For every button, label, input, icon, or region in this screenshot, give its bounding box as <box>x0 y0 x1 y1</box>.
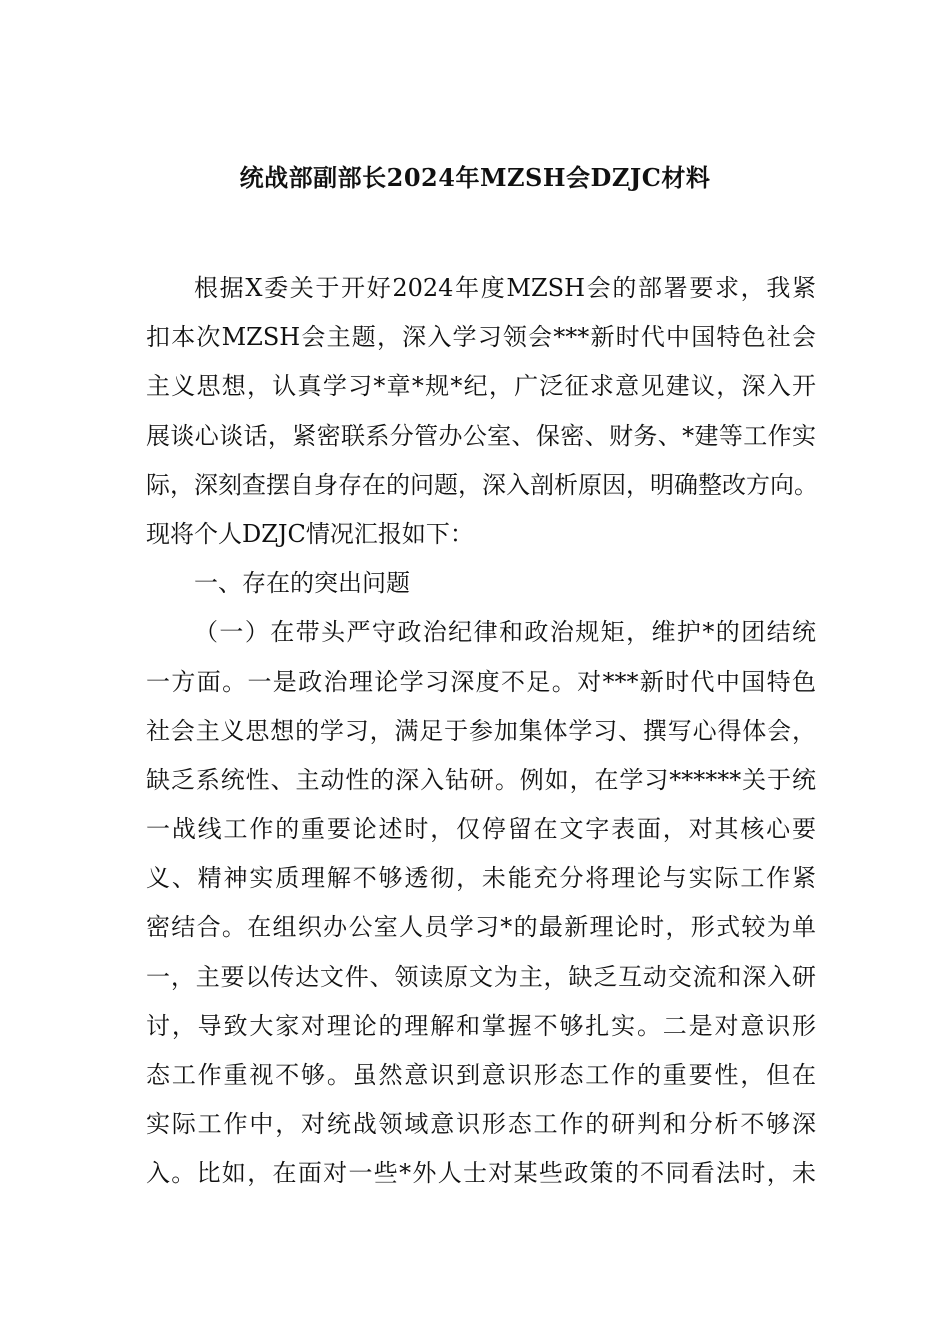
body-line-text: 入。比如，在面对一些*外人士对某些政策的不同看法时，未 <box>146 1159 816 1188</box>
body-line-text: 一战线工作的重要论述时，仅停留在文字表面，对其核心要 <box>146 815 816 844</box>
body-line-text: 密结合。在组织办公室人员学习*的最新理论时，形式较为单 <box>146 913 816 942</box>
body-line-text: 现将个人DZJC情况汇报如下： <box>146 519 474 548</box>
body-line <box>146 664 816 713</box>
body-line-text: 根据X委关于开好2024年度MZSH会的部署要求，我紧 <box>194 274 816 302</box>
body-line-text: 一、存在的突出问题 <box>194 569 410 598</box>
body-line <box>146 418 816 467</box>
body-line <box>146 713 816 762</box>
body-line-text: 讨，导致大家对理论的理解和掌握不够扎实。二是对意识形 <box>146 1011 816 1040</box>
body-line-text: 社会主义思想的学习，满足于参加集体学习、撰写心得体会， <box>146 716 816 745</box>
body-line <box>146 516 816 565</box>
body-line <box>146 1008 816 1057</box>
body-line <box>146 368 816 417</box>
body-line <box>146 1155 816 1204</box>
body-line-text: 态工作重视不够。虽然意识到意识形态工作的重要性，但在 <box>146 1061 816 1089</box>
body-line <box>146 614 816 663</box>
body-line <box>146 762 816 811</box>
body-line-text: 际，深刻查摆自身存在的问题，深入剖析原因，明确整改方向。 <box>146 470 818 499</box>
body-line-text: 一，主要以传达文件、领读原文为主，缺乏互动交流和深入研 <box>146 962 816 991</box>
body-line <box>146 319 816 368</box>
body-line <box>146 270 816 319</box>
body-line <box>146 959 816 1008</box>
body-line-text: 义、精神实质理解不够透彻，未能充分将理论与实际工作紧 <box>146 864 816 893</box>
document-body <box>146 270 816 1205</box>
body-line <box>146 860 816 909</box>
body-line-text: 展谈心谈话，紧密联系分管办公室、保密、财务、*建等工作实 <box>146 421 816 450</box>
body-line <box>146 1057 816 1106</box>
body-line-text: 实际工作中，对统战领域意识形态工作的研判和分析不够深 <box>146 1110 816 1139</box>
body-line-text: 扣本次MZSH会主题，深入学习领会***新时代中国特色社会 <box>146 323 816 352</box>
body-line <box>146 811 816 860</box>
body-line-text: 一方面。一是政治理论学习深度不足。对***新时代中国特色 <box>146 667 816 696</box>
body-line <box>146 909 816 958</box>
body-line <box>146 565 816 614</box>
body-line-text: （一）在带头严守政治纪律和政治规矩，维护*的团结统 <box>194 618 816 647</box>
body-line-text: 主义思想，认真学习*章*规*纪，广泛征求意见建议，深入开 <box>146 372 816 401</box>
body-line-text: 缺乏系统性、主动性的深入钻研。例如，在学习******关于统 <box>146 765 816 794</box>
document-title: 统战部副部长2024年MZSH会DZJC材料 <box>239 163 711 192</box>
body-line <box>146 1106 816 1155</box>
body-line <box>146 467 816 516</box>
